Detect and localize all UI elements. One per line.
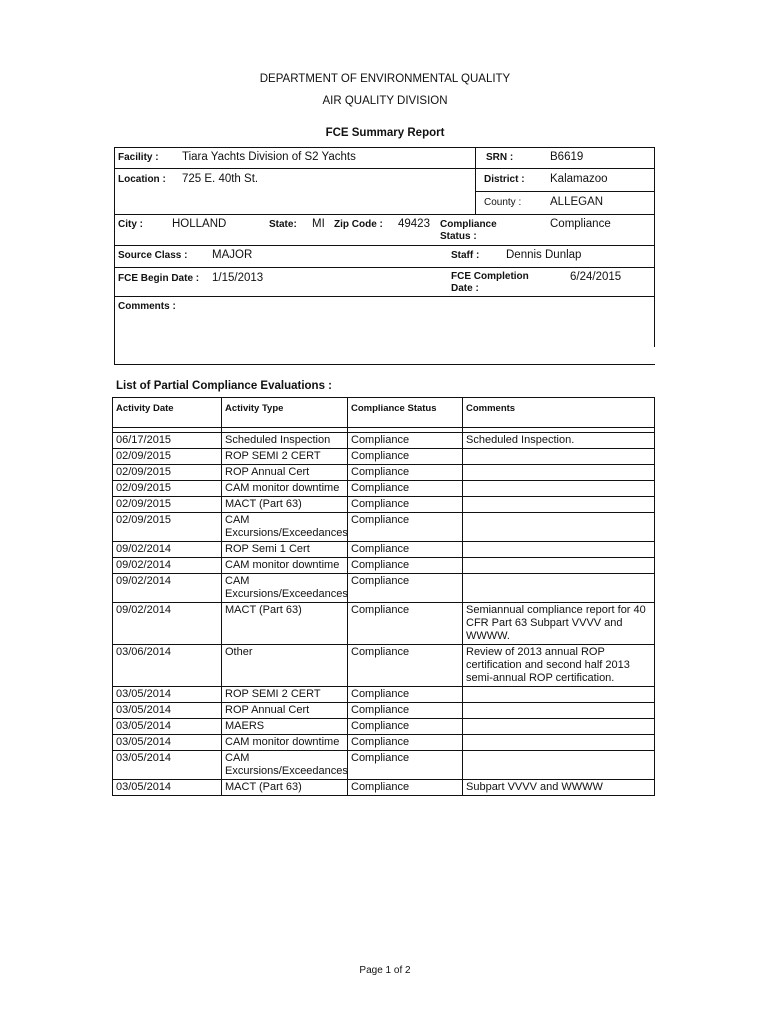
cell-type: ROP Semi 1 Cert [222, 542, 348, 558]
division-heading: AIR QUALITY DIVISION [322, 95, 448, 107]
table-row [113, 433, 655, 449]
cell-date: 03/05/2014 [113, 780, 222, 796]
table-row [113, 687, 655, 703]
fce-begin-value: 1/15/2013 [212, 272, 264, 284]
city-value: HOLLAND [172, 218, 227, 230]
cell-type: Other [222, 645, 348, 687]
cell-date: 09/02/2014 [113, 603, 222, 645]
table-row [113, 558, 655, 574]
table-row [113, 465, 655, 481]
table-row [113, 497, 655, 513]
table-row [113, 574, 655, 603]
cell-status: Compliance [348, 513, 463, 542]
cell-type: MACT (Part 63) [222, 497, 348, 513]
summary-border-right [654, 147, 655, 347]
cell-date: 03/05/2014 [113, 703, 222, 719]
table-row [113, 513, 655, 542]
summary-row-divider [114, 214, 655, 215]
cell-comments [463, 703, 655, 719]
cell-date: 02/09/2015 [113, 465, 222, 481]
summary-box [114, 147, 655, 365]
district-value: Kalamazoo [550, 173, 608, 185]
cell-date: 03/05/2014 [113, 687, 222, 703]
cell-status: Compliance [348, 603, 463, 645]
cell-type: ROP SEMI 2 CERT [222, 687, 348, 703]
partial-evaluations-table [112, 397, 655, 796]
table-row [113, 780, 655, 796]
cell-comments [463, 481, 655, 497]
district-label: District : [484, 174, 525, 185]
cell-status: Compliance [348, 719, 463, 735]
cell-status: Compliance [348, 433, 463, 449]
header-activity-type: Activity Type [222, 398, 348, 428]
cell-status: Compliance [348, 735, 463, 751]
city-label: City : [118, 219, 143, 230]
county-value: ALLEGAN [550, 196, 604, 208]
cell-status: Compliance [348, 542, 463, 558]
cell-status: Compliance [348, 780, 463, 796]
cell-status: Compliance [348, 465, 463, 481]
state-label: State: [269, 219, 297, 230]
cell-status: Compliance [348, 449, 463, 465]
cell-type: ROP Annual Cert [222, 465, 348, 481]
cell-date: 02/09/2015 [113, 513, 222, 542]
fce-completion-value: 6/24/2015 [570, 271, 622, 283]
compliance-status-label: Compliance Status : [440, 219, 497, 242]
cell-status: Compliance [348, 481, 463, 497]
state-value: MI [312, 218, 325, 230]
cell-comments [463, 542, 655, 558]
summary-row-divider [114, 267, 655, 268]
cell-type: MACT (Part 63) [222, 780, 348, 796]
cell-type: CAM monitor downtime [222, 558, 348, 574]
cell-comments [463, 719, 655, 735]
facility-label: Facility : [118, 152, 159, 163]
zip-value: 49423 [398, 218, 430, 230]
staff-value: Dennis Dunlap [506, 249, 582, 261]
cell-date: 09/02/2014 [113, 542, 222, 558]
cell-date: 09/02/2014 [113, 558, 222, 574]
summary-col-divider [475, 147, 476, 214]
srn-label: SRN : [486, 152, 514, 163]
staff-label: Staff : [451, 250, 480, 261]
cell-date: 03/05/2014 [113, 719, 222, 735]
srn-value: B6619 [550, 151, 584, 163]
cell-type: ROP Annual Cert [222, 703, 348, 719]
county-label: County : [484, 197, 522, 208]
cell-type: CAM monitor downtime [222, 481, 348, 497]
cell-type: ROP SEMI 2 CERT [222, 449, 348, 465]
cell-status: Compliance [348, 558, 463, 574]
cell-type: CAM Excursions/Exceedances [222, 513, 348, 542]
table-row [113, 719, 655, 735]
cell-comments: Semiannual compliance report for 40 CFR Part 63 Subpart VVVV and WWWW. [463, 603, 655, 645]
cell-date: 03/05/2014 [113, 735, 222, 751]
cell-date: 09/02/2014 [113, 574, 222, 603]
summary-border-left [114, 147, 115, 365]
summary-row-divider [475, 191, 655, 192]
cell-type: Scheduled Inspection [222, 433, 348, 449]
table-row [113, 603, 655, 645]
cell-comments [463, 513, 655, 542]
comments-label: Comments : [118, 301, 176, 312]
location-label: Location : [118, 174, 166, 185]
summary-row-divider [114, 245, 655, 246]
table-row [113, 542, 655, 558]
cell-type: CAM monitor downtime [222, 735, 348, 751]
cell-type: MAERS [222, 719, 348, 735]
fce-completion-label: FCE Completion Date : [451, 271, 529, 294]
summary-row-divider [114, 168, 655, 169]
table-row [113, 751, 655, 780]
cell-status: Compliance [348, 574, 463, 603]
cell-date: 02/09/2015 [113, 481, 222, 497]
cell-comments [463, 465, 655, 481]
cell-status: Compliance [348, 645, 463, 687]
fce-begin-label: FCE Begin Date : [118, 273, 200, 284]
cell-status: Compliance [348, 687, 463, 703]
cell-date: 03/05/2014 [113, 751, 222, 780]
page-footer: Page 1 of 2 [359, 965, 411, 976]
table-row [113, 703, 655, 719]
cell-status: Compliance [348, 751, 463, 780]
cell-type: CAM Excursions/Exceedances [222, 751, 348, 780]
summary-border-top [114, 147, 655, 148]
header-comments: Comments [463, 398, 655, 428]
cell-comments [463, 558, 655, 574]
cell-date: 02/09/2015 [113, 449, 222, 465]
source-class-label: Source Class : [118, 250, 188, 261]
summary-border-bottom [114, 364, 655, 365]
table-header-row [113, 398, 655, 428]
summary-row-divider [114, 296, 655, 297]
cell-date: 02/09/2015 [113, 497, 222, 513]
location-value: 725 E. 40th St. [182, 173, 259, 185]
compliance-status-value: Compliance [550, 218, 611, 230]
table-row [113, 449, 655, 465]
cell-type: MACT (Part 63) [222, 603, 348, 645]
header-activity-date: Activity Date [113, 398, 222, 428]
department-heading: DEPARTMENT OF ENVIRONMENTAL QUALITY [259, 73, 511, 85]
cell-comments: Scheduled Inspection. [463, 433, 655, 449]
table-row [113, 735, 655, 751]
cell-date: 06/17/2015 [113, 433, 222, 449]
table-row [113, 645, 655, 687]
cell-comments [463, 735, 655, 751]
cell-comments [463, 497, 655, 513]
cell-comments [463, 574, 655, 603]
cell-date: 03/06/2014 [113, 645, 222, 687]
cell-comments [463, 751, 655, 780]
cell-comments [463, 687, 655, 703]
table-row [113, 481, 655, 497]
cell-comments [463, 449, 655, 465]
cell-status: Compliance [348, 497, 463, 513]
source-class-value: MAJOR [212, 249, 253, 261]
cell-comments: Review of 2013 annual ROP certification and second half 2013 semi-annual ROP certification. [463, 645, 655, 687]
facility-value: Tiara Yachts Division of S2 Yachts [182, 151, 356, 163]
cell-type: CAM Excursions/Exceedances [222, 574, 348, 603]
zip-label: Zip Code : [334, 219, 383, 230]
list-title: List of Partial Compliance Evaluations : [116, 380, 332, 392]
cell-comments: Subpart VVVV and WWWW [463, 780, 655, 796]
cell-status: Compliance [348, 703, 463, 719]
report-title: FCE Summary Report [325, 127, 445, 139]
header-compliance-status: Compliance Status [348, 398, 463, 428]
